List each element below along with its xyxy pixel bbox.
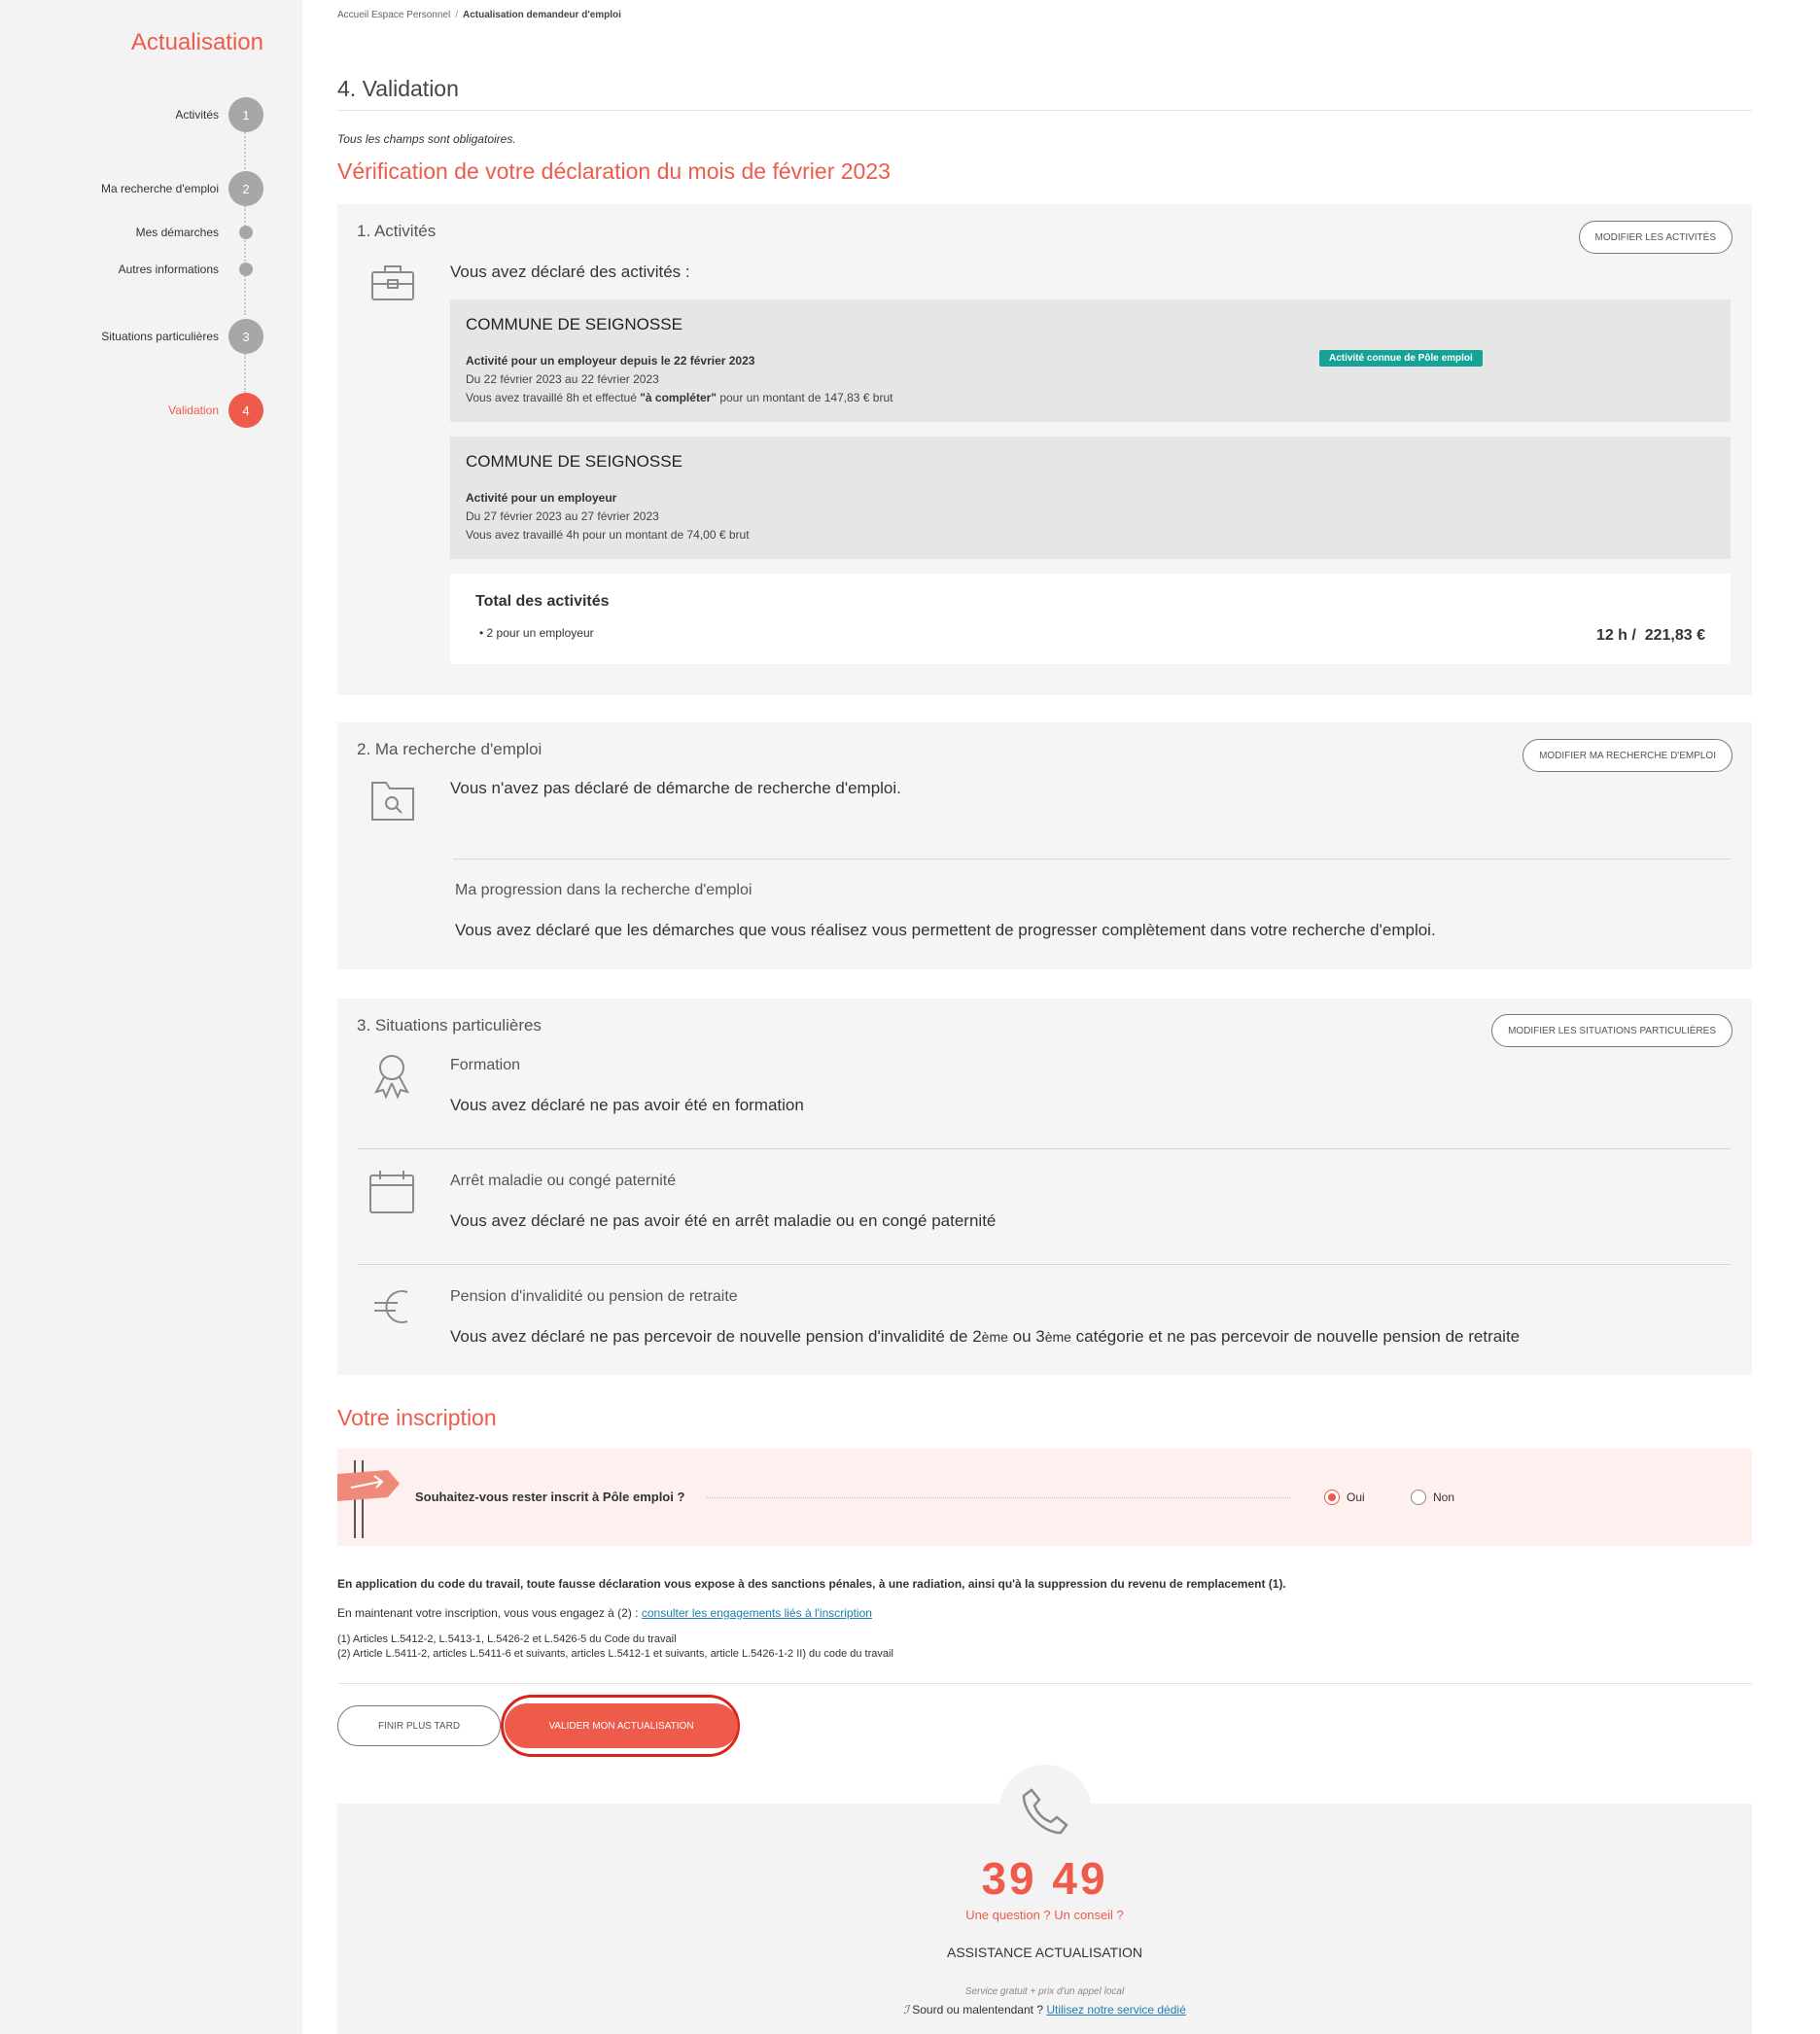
step-connector [244,354,246,393]
activity-employer: COMMUNE DE SEIGNOSSE [466,315,682,333]
award-icon [368,1051,419,1102]
step-demarches[interactable] [136,226,263,239]
step-dot [239,226,253,239]
step-dot [239,263,253,276]
modify-special-situations-button[interactable]: MODIFIER LES SITUATIONS PARTICULIÈRES [1491,1014,1732,1047]
step-number: 2 [228,171,263,206]
step-label: Ma recherche d'emploi [100,182,219,195]
commitment-line [337,1606,872,1620]
situation-text-part: catégorie et ne pas percevoir de nouvelle pension de retraite [1070,1327,1521,1346]
validate-actualisation-button[interactable]: VALIDER MON ACTUALISATION [505,1703,738,1748]
deaf-text: Sourd ou malentendant ? [912,2003,1047,2016]
breadcrumb [337,10,621,20]
footnote-1: (1) Articles L.5412-2, L.5413-1, L.5426-2 et L.5426-5 du Code du travail [337,1633,677,1645]
required-note: Tous les champs sont obligatoires. [337,132,516,146]
assistance-title: ASSISTANCE ACTUALISATION [947,1945,1142,1960]
assistance-question: Une question ? Un conseil ? [965,1908,1124,1922]
activities-total-card [450,574,1731,664]
briefcase-icon [368,259,419,309]
ear-icon: ℐ [903,2003,909,2016]
situation-text [450,1327,1520,1347]
dotted-leader [707,1497,1290,1498]
divider [357,1148,1731,1149]
progress-title: Ma progression dans la recherche d'emploi [455,882,752,898]
commitment-link[interactable]: consulter les engagements liés à l'inscription [641,1606,872,1620]
activity-employer: COMMUNE DE SEIGNOSSE [466,452,682,471]
step-recherche[interactable] [101,171,263,206]
activity-detail-bold: "à compléter" [640,391,717,404]
radio-label: Oui [1347,1490,1365,1504]
divider [357,1264,1731,1265]
phone-icon [998,1765,1092,1858]
breadcrumb-home-link[interactable]: Accueil Espace Personnel [337,10,451,20]
activity-dates: Du 27 février 2023 au 27 février 2023 [466,509,659,523]
signpost-icon [337,1458,400,1540]
activity-card [450,437,1731,559]
step-situations[interactable] [101,319,263,354]
activity-type: Activité pour un employeur depuis le 22 février 2023 [466,354,755,368]
step-label: Mes démarches [135,226,219,239]
known-activity-badge: Activité connue de Pôle emploi [1319,350,1483,367]
total-item: • 2 pour un employeur [479,626,594,640]
activity-dates: Du 22 février 2023 au 22 février 2023 [466,372,659,386]
assistance-panel [337,1804,1752,2034]
euro-icon [368,1282,419,1333]
job-search-section [337,722,1752,969]
total-hours: 12 h [1595,627,1628,644]
situation-text-part: ou 3 [1007,1327,1045,1346]
situation-title: Pension d'invalidité ou pension de retraite [450,1288,738,1305]
radio-oui[interactable] [1324,1490,1365,1505]
step-label: Validation [168,403,219,417]
section-title: 1. Activités [357,222,437,240]
legal-warning: En application du code du travail, toute fausse déclaration vous expose à des sanctions pénales, à une radiation, ainsi qu'à la suppression du revenu de remplacement (1). [337,1577,1286,1591]
radio-non[interactable] [1411,1490,1454,1505]
inscription-box [337,1449,1752,1546]
folder-search-icon [368,775,419,825]
modify-job-search-button[interactable]: MODIFIER MA RECHERCHE D'EMPLOI [1522,739,1732,772]
divider [337,1683,1752,1684]
verification-title: Vérification de votre déclaration du mois de février 2023 [337,158,891,184]
footnote-2: (2) Article L.5411-2, articles L.5411-6 et suivants, articles L.5412-1 et suivants, article L.5426-1-2 II) du code du travail [337,1648,893,1660]
breadcrumb-current: Actualisation demandeur d'emploi [462,10,621,20]
situation-title: Formation [450,1057,521,1073]
special-situations-section [337,999,1752,1375]
radio-label: Non [1433,1490,1455,1504]
step-autres-informations[interactable] [119,263,263,276]
inscription-question: Souhaitez-vous rester inscrit à Pôle emploi ? [415,1490,685,1504]
total-amount: 221,83 € [1644,627,1705,644]
section-title: 3. Situations particulières [357,1016,542,1035]
deaf-service-link[interactable]: Utilisez notre service dédié [1046,2003,1186,2016]
radio-button[interactable] [1411,1490,1426,1505]
situation-title: Arrêt maladie ou congé paternité [450,1173,677,1189]
section-title: 2. Ma recherche d'emploi [357,740,542,758]
activities-section [337,204,1752,695]
step-label: Situations particulières [101,330,219,343]
activity-type: Activité pour un employeur [466,491,617,505]
step-label: Activités [175,108,219,122]
situation-text: Vous avez déclaré ne pas avoir été en formation [450,1096,804,1114]
deaf-service-line [337,2003,1752,2016]
inscription-title: Votre inscription [337,1405,497,1430]
step-activites[interactable] [175,97,263,132]
divider [337,110,1752,111]
assistance-number: 39 49 [981,1853,1108,1904]
activity-card [450,299,1731,422]
total-title: Total des activités [475,593,610,610]
breadcrumb-separator: / [455,10,458,20]
calendar-icon [368,1168,419,1218]
commitment-text: En maintenant votre inscription, vous vous engagez à (2) : [337,1606,642,1620]
job-search-lead: Vous n'avez pas déclaré de démarche de recherche d'emploi. [450,779,901,797]
modify-activities-button[interactable]: MODIFIER LES ACTIVITÉS [1579,221,1732,254]
step-connector [244,132,246,173]
radio-button[interactable] [1324,1490,1340,1505]
progress-text: Vous avez déclaré que les démarches que vous réalisez vous permettent de progresser complètement dans votre recherche d'emploi. [455,921,1436,939]
step-validation[interactable] [168,393,263,428]
superscript: ème [981,1329,1008,1345]
total-value: 12 h / 221,83 € [1595,627,1705,644]
sidebar-title: Actualisation [130,29,263,55]
step-connector [244,206,246,315]
situation-text: Vous avez déclaré ne pas avoir été en arrêt maladie ou en congé paternité [450,1211,997,1230]
step-number: 3 [228,319,263,354]
step-number: 1 [228,97,263,132]
step-label: Autres informations [118,263,219,276]
finish-later-button[interactable]: FINIR PLUS TARD [337,1705,501,1746]
page-title: 4. Validation [337,76,459,101]
activity-detail-text: pour un montant de 147,83 € brut [716,391,893,404]
step-number: 4 [228,393,263,428]
activity-detail-text: Vous avez travaillé 8h et effectué [466,391,641,404]
activities-lead: Vous avez déclaré des activités : [450,263,690,281]
assistance-small-print: Service gratuit + prix d'un appel local [964,1986,1125,1997]
situation-text-part: Vous avez déclaré ne pas percevoir de nouvelle pension d'invalidité de 2 [450,1327,982,1346]
superscript: ème [1044,1329,1071,1345]
activity-detail: Vous avez travaillé 4h pour un montant de 74,00 € brut [466,528,750,542]
sidebar [0,0,302,2034]
activity-detail [466,391,892,404]
total-item-text: 2 pour un employeur [486,626,594,640]
